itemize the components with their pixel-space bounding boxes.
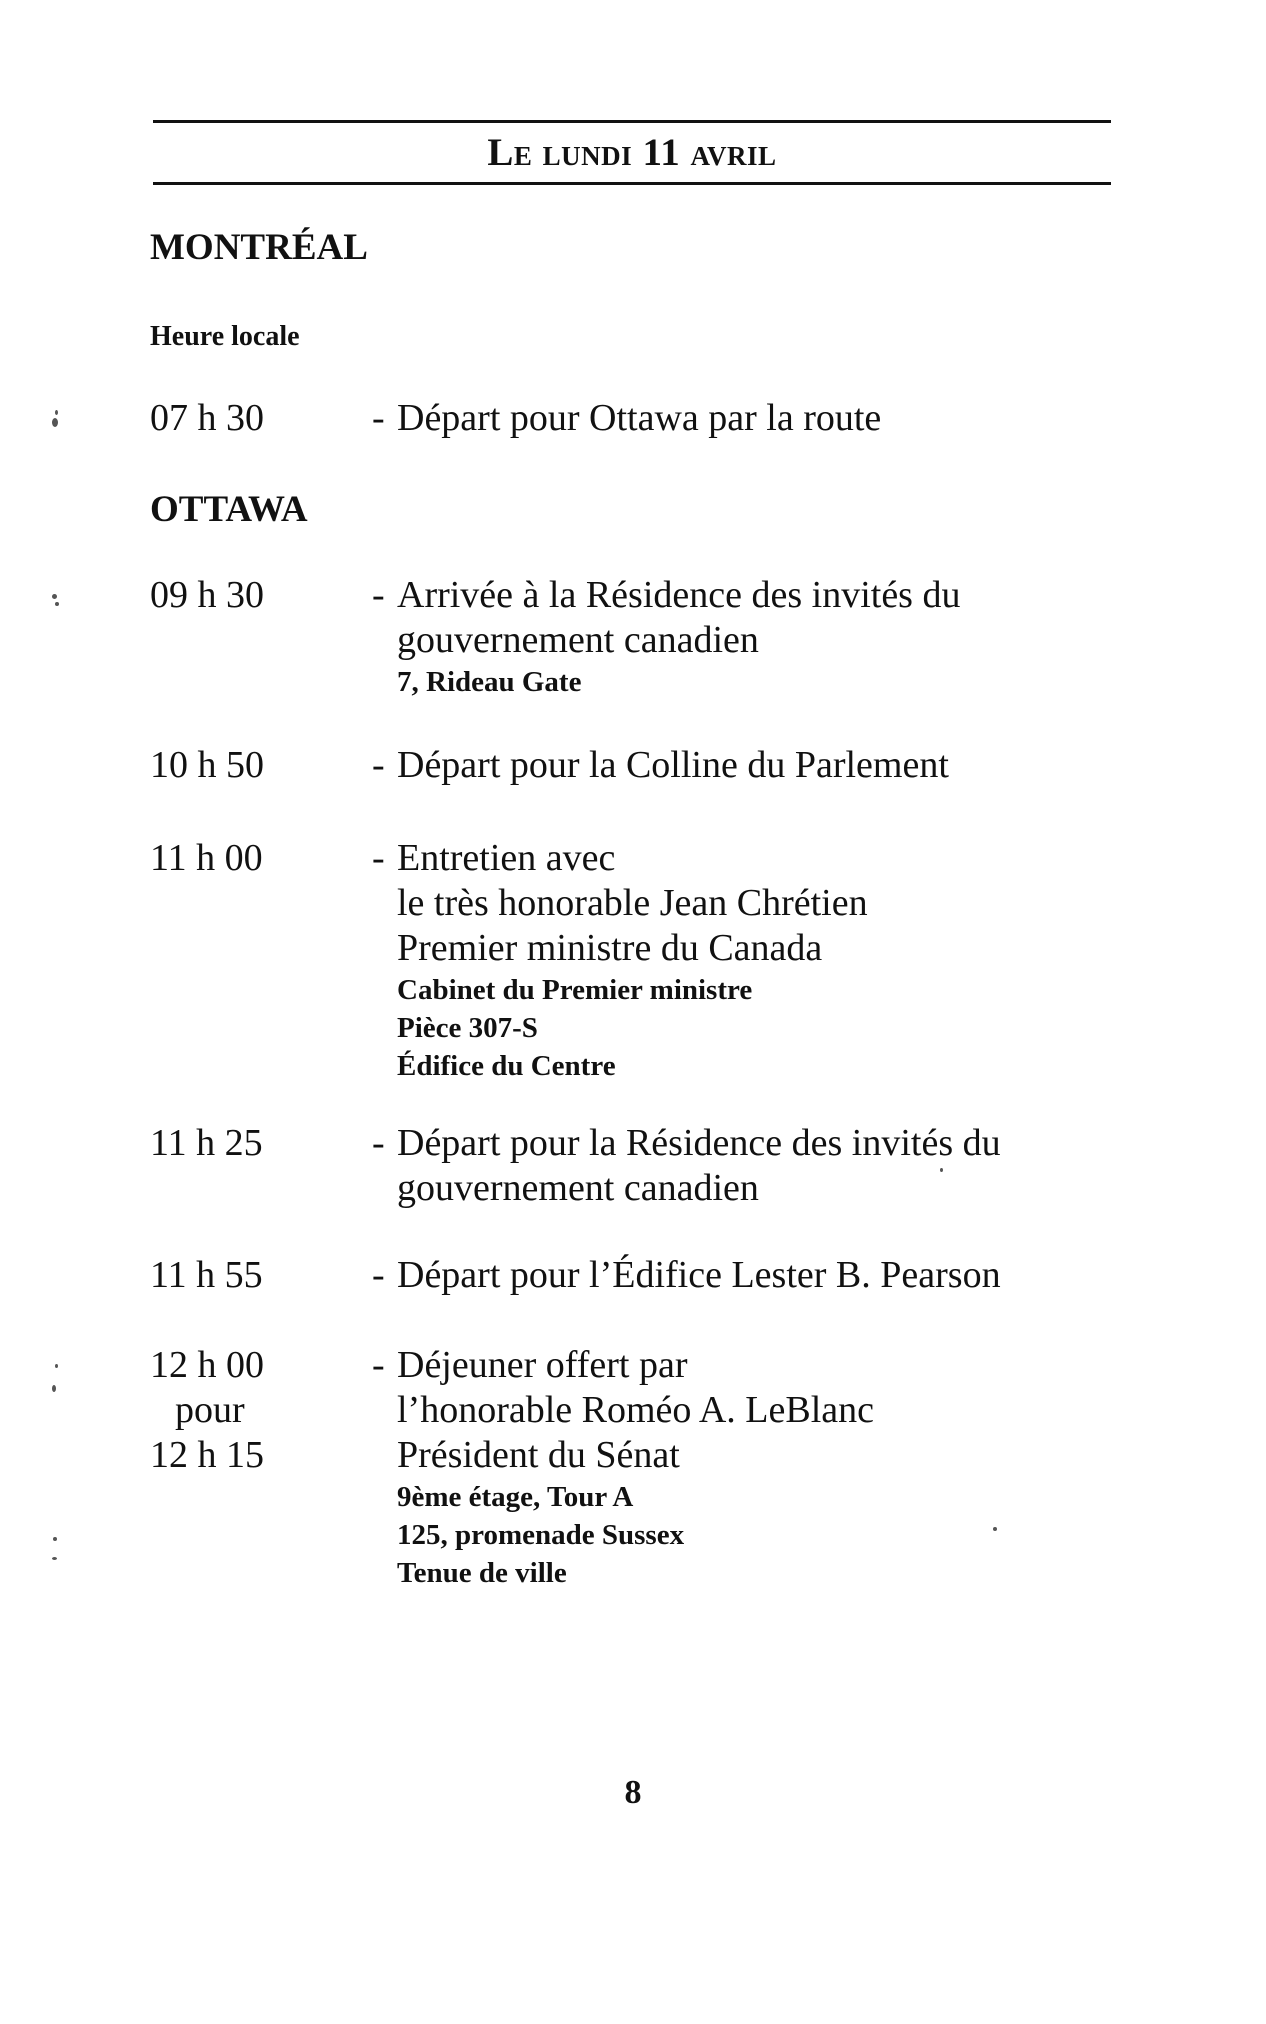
event-location: Pièce 307-S xyxy=(397,1012,538,1044)
header-rule-bottom xyxy=(153,182,1111,185)
scan-speck xyxy=(55,410,58,415)
event-location: 9ème étage, Tour A xyxy=(397,1481,634,1513)
schedule-time: 11 h 55 xyxy=(150,1254,263,1296)
schedule-event: - Arrivée à la Résidence des invités du gouvernement canadien 7, Rideau Gate xyxy=(372,573,1132,701)
event-location: 7, Rideau Gate xyxy=(397,666,582,698)
scan-speck xyxy=(53,1537,57,1541)
schedule-event: - Départ pour la Colline du Parlement xyxy=(372,744,949,786)
event-location: Cabinet du Premier ministre xyxy=(397,974,753,1006)
schedule-event: - Départ pour la Résidence des invités du gouvernement canadien xyxy=(372,1122,1001,1209)
scan-speck xyxy=(55,602,59,606)
page-date-title: Le lundi 11 avril xyxy=(487,131,777,174)
schedule-event: - Déjeuner offert par l’honorable Roméo A. LeBlanc Président du Sénat 9ème étage, Tour A 125, promenade Sussex Tenue de ville xyxy=(372,1343,1132,1592)
schedule-event: - Départ pour Ottawa par la route xyxy=(372,397,882,439)
scan-speck xyxy=(52,1385,56,1392)
schedule-time: 12 h 00 pour 12 h 15 xyxy=(150,1344,264,1476)
city-heading-montreal: MONTRÉAL xyxy=(150,227,368,268)
timezone-label: Heure locale xyxy=(150,321,300,352)
event-location: Tenue de ville xyxy=(397,1557,567,1589)
schedule-event: - Entretien avec le très honorable Jean Chrétien Premier ministre du Canada Cabinet du Premier ministre Pièce 307-S Édifice du Centre xyxy=(372,836,1132,1085)
schedule-time: 07 h 30 xyxy=(150,397,264,439)
scan-speck xyxy=(52,1557,57,1560)
scan-speck xyxy=(52,418,58,427)
scan-speck xyxy=(993,1527,997,1531)
scan-speck xyxy=(52,594,57,599)
schedule-time: 09 h 30 xyxy=(150,574,264,616)
schedule-event: - Départ pour l’Édifice Lester B. Pearson xyxy=(372,1254,1001,1296)
city-heading-ottawa: OTTAWA xyxy=(150,489,308,530)
scan-speck xyxy=(940,1168,943,1172)
event-location: Édifice du Centre xyxy=(397,1050,616,1082)
page-number: 8 xyxy=(624,1774,642,1811)
event-location: 125, promenade Sussex xyxy=(397,1519,685,1551)
scan-speck xyxy=(55,1364,58,1368)
schedule-time: 10 h 50 xyxy=(150,744,264,786)
schedule-time: 11 h 00 xyxy=(150,837,263,879)
header-rule-top xyxy=(153,120,1111,123)
schedule-time: 11 h 25 xyxy=(150,1122,263,1164)
